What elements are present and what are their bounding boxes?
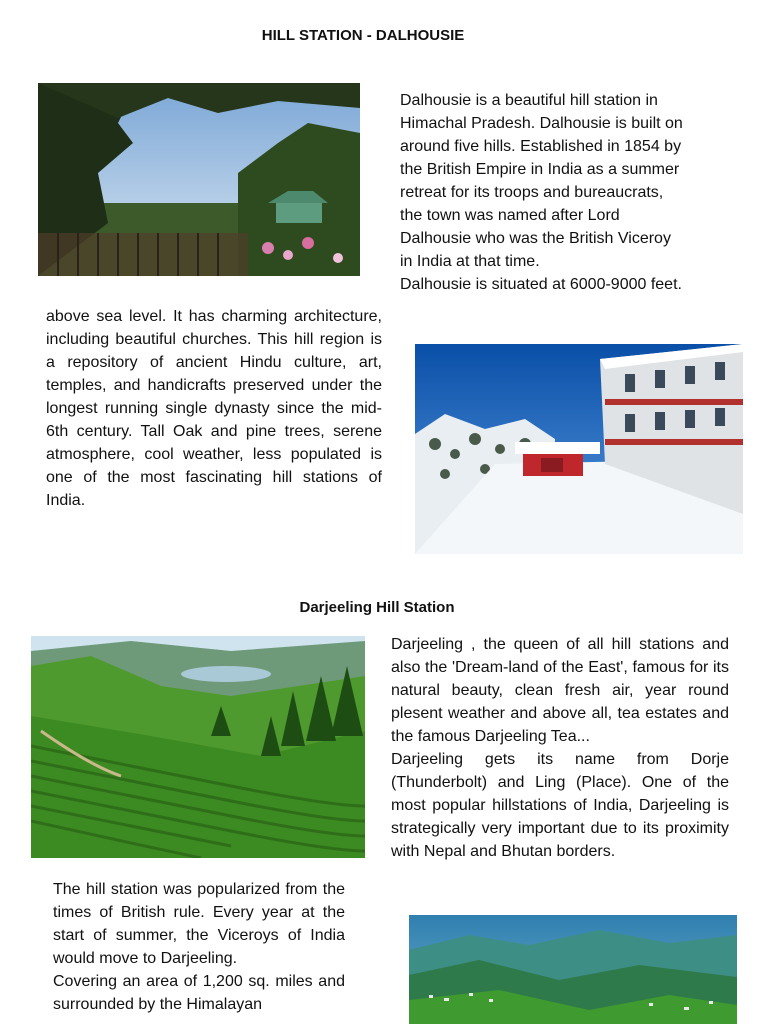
section-title-darjeeling: Darjeeling Hill Station xyxy=(299,599,455,616)
intro-line: Himachal Pradesh. Dalhousie is built on xyxy=(400,115,683,132)
darjeeling-para-4: Covering an area of 1,200 sq. miles and surrounded by the Himalayan xyxy=(53,973,345,1013)
intro-line: retreat for its troops and bureaucrats, xyxy=(400,184,664,201)
darjeeling-intro-text xyxy=(391,633,729,863)
intro-line: Dalhousie is a beautiful hill station in xyxy=(400,92,658,109)
intro-line: Dalhousie who was the British Viceroy xyxy=(400,230,671,247)
dalhousie-garden-photo xyxy=(38,83,360,276)
darjeeling-valley-photo xyxy=(409,915,737,1024)
dalhousie-snow-photo xyxy=(415,344,743,554)
darjeeling-para-1: Darjeeling , the queen of all hill stations and also the 'Dream-land of the East', famous for its natural beauty, clean fresh air, year round plesent weather and above all, tea estates and the famous Darjeeling Tea... xyxy=(391,636,729,745)
section-title-dalhousie: HILL STATION - DALHOUSIE xyxy=(261,27,465,44)
darjeeling-para-2: Darjeeling gets its name from Dorje (Thunderbolt) and Ling (Place). One of the most popular hillstations of India, Darjeeling is strategically very important due to its proximity with Nepal and Bhutan borders. xyxy=(391,751,729,860)
intro-line: in India at that time. xyxy=(400,253,540,270)
darjeeling-para-3: The hill station was popularized from the times of British rule. Every year at the start of summer, the Viceroys of India would move to Darjeeling. xyxy=(53,881,345,967)
intro-line: the town was named after Lord xyxy=(400,207,620,224)
darjeeling-history-text xyxy=(53,878,345,1016)
dalhousie-intro-text xyxy=(400,89,730,296)
darjeeling-tea-garden-photo xyxy=(31,636,365,858)
intro-line: the British Empire in India as a summer xyxy=(400,161,680,178)
intro-line: Dalhousie is situated at 6000-9000 feet. xyxy=(400,276,682,293)
intro-line: around five hills. Established in 1854 by xyxy=(400,138,682,155)
dalhousie-body-text: above sea level. It has charming architecture, including beautiful churches. This hill region is a repository of ancient Hindu culture, art, temples, and handicrafts preserved under the longest running single dynasty since the mid-6th century. Tall Oak and pine trees, serene atmosphere, cool weather, less populated is one of the most fascinating hill stations of India. xyxy=(46,308,382,509)
